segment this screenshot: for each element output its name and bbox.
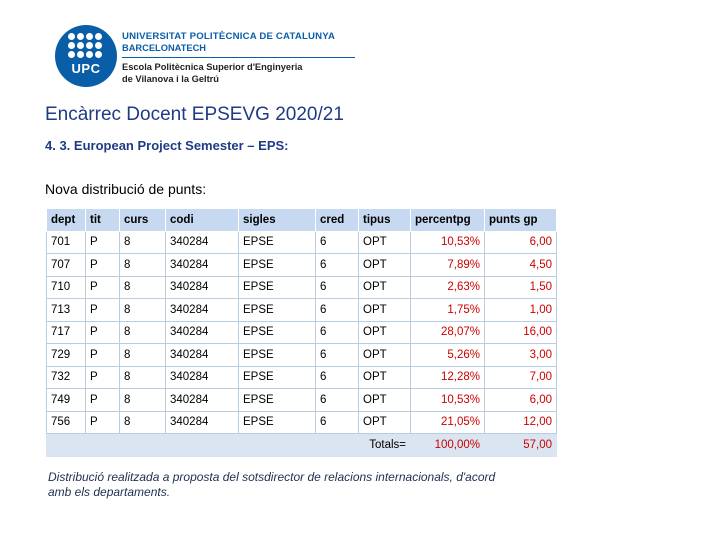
cell-tipus: OPT xyxy=(359,254,411,277)
cell-tipus: OPT xyxy=(359,389,411,412)
header-tit: tit xyxy=(86,209,120,232)
cell-percentpg: 5,26% xyxy=(411,344,485,367)
cell-percentpg: 28,07% xyxy=(411,321,485,344)
cell-percentpg: 21,05% xyxy=(411,411,485,434)
cell-percentpg: 7,89% xyxy=(411,254,485,277)
cell-sigles: EPSE xyxy=(239,389,316,412)
cell-percentpg: 1,75% xyxy=(411,299,485,322)
cell-dept: 749 xyxy=(47,389,86,412)
cell-sigles: EPSE xyxy=(239,254,316,277)
cell-dept: 732 xyxy=(47,366,86,389)
cell-cred: 6 xyxy=(316,366,359,389)
cell-sigles: EPSE xyxy=(239,411,316,434)
logo-barcelonatech: BARCELONATECH xyxy=(122,43,207,53)
cell-percentpg: 12,28% xyxy=(411,366,485,389)
cell-curs: 8 xyxy=(120,254,166,277)
table-row xyxy=(47,254,557,277)
upc-emblem-icon xyxy=(55,25,117,87)
cell-codi: 340284 xyxy=(166,321,239,344)
page-title: Encàrrec Docent EPSEVG 2020/21 xyxy=(45,104,344,125)
logo-mark-text: UPC xyxy=(71,61,101,76)
cell-punts-gp: 12,00 xyxy=(485,411,557,434)
cell-dept: 729 xyxy=(47,344,86,367)
table-row xyxy=(47,231,557,254)
table-row xyxy=(47,411,557,434)
cell-tit: P xyxy=(86,411,120,434)
points-table-container xyxy=(46,208,556,457)
logo-university-name: UNIVERSITAT POLITÈCNICA DE CATALUNYA xyxy=(122,31,336,42)
cell-curs: 8 xyxy=(120,366,166,389)
cell-cred: 6 xyxy=(316,254,359,277)
cell-tipus: OPT xyxy=(359,344,411,367)
section-subtitle: 4. 3. European Project Semester – EPS: xyxy=(45,138,289,153)
logo-school-line2: de Vilanova i la Geltrú xyxy=(122,74,219,84)
cell-dept: 756 xyxy=(47,411,86,434)
cell-sigles: EPSE xyxy=(239,366,316,389)
cell-codi: 340284 xyxy=(166,411,239,434)
cell-tit: P xyxy=(86,254,120,277)
totals-points: 57,00 xyxy=(485,434,557,457)
table-row xyxy=(47,299,557,322)
cell-punts-gp: 1,50 xyxy=(485,276,557,299)
cell-cred: 6 xyxy=(316,411,359,434)
header-percentpg: percentpg xyxy=(411,209,485,232)
cell-tit: P xyxy=(86,299,120,322)
header-sigles: sigles xyxy=(239,209,316,232)
cell-curs: 8 xyxy=(120,411,166,434)
cell-punts-gp: 6,00 xyxy=(485,231,557,254)
cell-punts-gp: 16,00 xyxy=(485,321,557,344)
cell-tipus: OPT xyxy=(359,411,411,434)
cell-dept: 707 xyxy=(47,254,86,277)
table-row xyxy=(47,389,557,412)
cell-tipus: OPT xyxy=(359,366,411,389)
header-dept: dept xyxy=(47,209,86,232)
points-distribution-table xyxy=(46,208,557,457)
cell-cred: 6 xyxy=(316,389,359,412)
cell-dept: 710 xyxy=(47,276,86,299)
table-header-row xyxy=(47,209,557,232)
footnote: Distribució realitzada a proposta del sotsdirector de relacions internacionals, d'acord amb els departaments. xyxy=(48,470,496,499)
cell-punts-gp: 1,00 xyxy=(485,299,557,322)
cell-sigles: EPSE xyxy=(239,299,316,322)
cell-sigles: EPSE xyxy=(239,276,316,299)
cell-dept: 701 xyxy=(47,231,86,254)
cell-curs: 8 xyxy=(120,321,166,344)
cell-curs: 8 xyxy=(120,344,166,367)
cell-curs: 8 xyxy=(120,389,166,412)
cell-tit: P xyxy=(86,276,120,299)
cell-curs: 8 xyxy=(120,276,166,299)
table-row xyxy=(47,344,557,367)
cell-codi: 340284 xyxy=(166,389,239,412)
cell-cred: 6 xyxy=(316,344,359,367)
cell-tit: P xyxy=(86,389,120,412)
cell-punts-gp: 3,00 xyxy=(485,344,557,367)
header-punts-gp: punts gp xyxy=(485,209,557,232)
cell-punts-gp: 6,00 xyxy=(485,389,557,412)
cell-dept: 717 xyxy=(47,321,86,344)
cell-tipus: OPT xyxy=(359,231,411,254)
header-cred: cred xyxy=(316,209,359,232)
lead-text: Nova distribució de punts: xyxy=(45,181,207,197)
cell-codi: 340284 xyxy=(166,254,239,277)
table-row xyxy=(47,276,557,299)
totals-label: Totals= xyxy=(47,434,411,457)
upc-logo xyxy=(55,25,355,89)
cell-sigles: EPSE xyxy=(239,231,316,254)
cell-codi: 340284 xyxy=(166,366,239,389)
cell-tit: P xyxy=(86,231,120,254)
cell-percentpg: 10,53% xyxy=(411,389,485,412)
cell-cred: 6 xyxy=(316,299,359,322)
table-row xyxy=(47,321,557,344)
header-codi: codi xyxy=(166,209,239,232)
cell-tipus: OPT xyxy=(359,276,411,299)
cell-sigles: EPSE xyxy=(239,321,316,344)
cell-cred: 6 xyxy=(316,231,359,254)
cell-tipus: OPT xyxy=(359,299,411,322)
cell-cred: 6 xyxy=(316,321,359,344)
cell-curs: 8 xyxy=(120,299,166,322)
cell-punts-gp: 7,00 xyxy=(485,366,557,389)
cell-dept: 713 xyxy=(47,299,86,322)
cell-tit: P xyxy=(86,321,120,344)
totals-percent: 100,00% xyxy=(411,434,485,457)
cell-punts-gp: 4,50 xyxy=(485,254,557,277)
cell-codi: 340284 xyxy=(166,231,239,254)
cell-codi: 340284 xyxy=(166,299,239,322)
cell-curs: 8 xyxy=(120,231,166,254)
cell-codi: 340284 xyxy=(166,276,239,299)
table-body xyxy=(47,231,557,456)
cell-tit: P xyxy=(86,366,120,389)
logo-school-line1: Escola Politècnica Superior d'Enginyeria xyxy=(122,62,303,72)
logo-divider xyxy=(122,57,355,58)
header-curs: curs xyxy=(120,209,166,232)
header-tipus: tipus xyxy=(359,209,411,232)
totals-row xyxy=(47,434,557,457)
cell-tit: P xyxy=(86,344,120,367)
cell-sigles: EPSE xyxy=(239,344,316,367)
cell-tipus: OPT xyxy=(359,321,411,344)
cell-cred: 6 xyxy=(316,276,359,299)
cell-codi: 340284 xyxy=(166,344,239,367)
cell-percentpg: 10,53% xyxy=(411,231,485,254)
table-row xyxy=(47,366,557,389)
cell-percentpg: 2,63% xyxy=(411,276,485,299)
